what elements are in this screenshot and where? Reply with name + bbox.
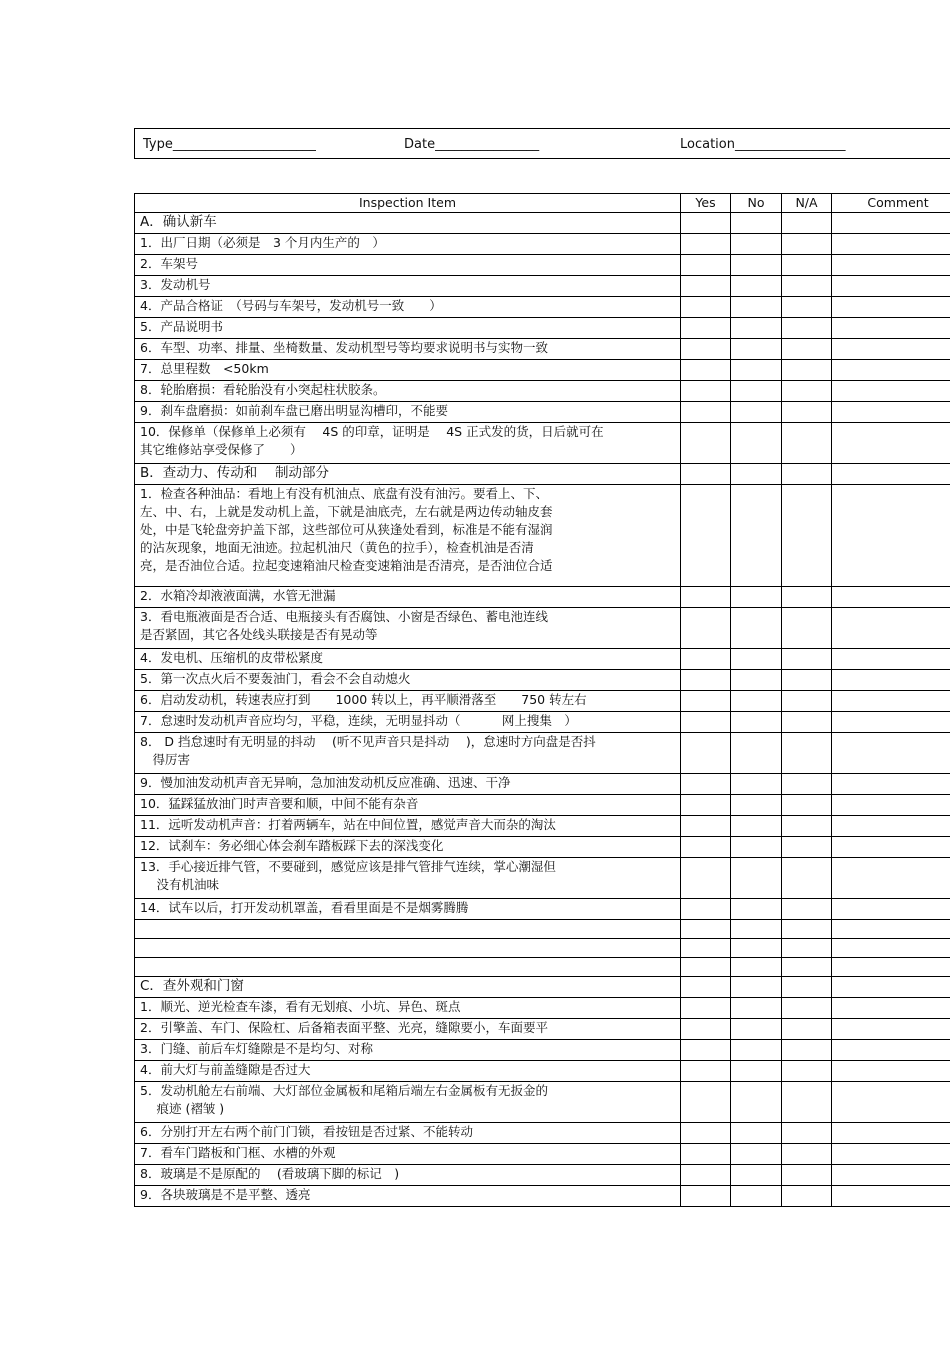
no-cell[interactable] xyxy=(731,958,782,977)
col-inspection-item: Inspection Item xyxy=(135,194,681,213)
no-cell[interactable] xyxy=(731,920,782,939)
yes-cell[interactable] xyxy=(681,649,731,670)
na-cell[interactable] xyxy=(782,795,832,816)
yes-cell[interactable] xyxy=(681,899,731,920)
na-cell[interactable] xyxy=(782,1165,832,1186)
na-cell[interactable] xyxy=(782,1186,832,1207)
comment-cell[interactable] xyxy=(832,691,950,712)
no-cell[interactable] xyxy=(731,858,782,899)
inspection-item-text: 4．前大灯与前盖缝隙是否过大 xyxy=(135,1061,681,1082)
section-heading: B．查动力、传动和 制动部分 xyxy=(135,464,681,485)
inspection-item-text: 10．猛踩猛放油门时声音要和顺，中间不能有杂音 xyxy=(135,795,681,816)
comment-cell[interactable] xyxy=(832,1082,950,1123)
table-row xyxy=(135,255,950,276)
yes-cell[interactable] xyxy=(681,795,731,816)
inspection-item-text: 5．产品说明书 xyxy=(135,318,681,339)
yes-cell[interactable] xyxy=(681,255,731,276)
comment-cell[interactable] xyxy=(832,339,950,360)
yes-cell[interactable] xyxy=(681,464,731,485)
no-cell[interactable] xyxy=(731,587,782,608)
comment-cell[interactable] xyxy=(832,977,950,998)
comment-cell[interactable] xyxy=(832,795,950,816)
table-row xyxy=(135,608,950,649)
comment-cell[interactable] xyxy=(832,649,950,670)
comment-cell[interactable] xyxy=(832,1040,950,1061)
comment-cell[interactable] xyxy=(832,423,950,464)
no-cell[interactable] xyxy=(731,276,782,297)
type-field-label: Type______________________ xyxy=(143,137,316,152)
inspection-item-text: 3．发动机号 xyxy=(135,276,681,297)
yes-cell[interactable] xyxy=(681,381,731,402)
yes-cell[interactable] xyxy=(681,1082,731,1123)
table-row xyxy=(135,733,950,774)
inspection-item-text: 9．各块玻璃是不是平整、透亮 xyxy=(135,1186,681,1207)
inspection-item-text: 6．分别打开左右两个前门门锁，看按钮是否过紧、不能转动 xyxy=(135,1123,681,1144)
comment-cell[interactable] xyxy=(832,485,950,587)
comment-cell[interactable] xyxy=(832,402,950,423)
yes-cell[interactable] xyxy=(681,998,731,1019)
no-cell[interactable] xyxy=(731,1082,782,1123)
na-cell[interactable] xyxy=(782,670,832,691)
yes-cell[interactable] xyxy=(681,276,731,297)
no-cell[interactable] xyxy=(731,360,782,381)
table-row xyxy=(135,795,950,816)
no-cell[interactable] xyxy=(731,608,782,649)
inspection-item-text: 1．出厂日期（必须是 3 个月内生产的 ） xyxy=(135,234,681,255)
no-cell[interactable] xyxy=(731,213,782,234)
table-row xyxy=(135,1186,950,1207)
yes-cell[interactable] xyxy=(681,587,731,608)
yes-cell[interactable] xyxy=(681,1040,731,1061)
table-row xyxy=(135,276,950,297)
yes-cell[interactable] xyxy=(681,837,731,858)
inspection-item-text: 7．怠速时发动机声音应均匀，平稳，连续，无明显抖动（ 网上搜集 ） xyxy=(135,712,681,733)
table-row xyxy=(135,1019,950,1040)
inspection-item-text: 5．第一次点火后不要轰油门，看会不会自动熄火 xyxy=(135,670,681,691)
no-cell[interactable] xyxy=(731,464,782,485)
no-cell[interactable] xyxy=(731,899,782,920)
table-row xyxy=(135,899,950,920)
na-cell[interactable] xyxy=(782,977,832,998)
table-row xyxy=(135,920,950,939)
inspection-item-text: 9．慢加油发动机声音无异响，急加油发动机反应准确、迅速、干净 xyxy=(135,774,681,795)
no-cell[interactable] xyxy=(731,939,782,958)
yes-cell[interactable] xyxy=(681,339,731,360)
table-row xyxy=(135,774,950,795)
inspection-item-text: 14．试车以后，打开发动机罩盖，看看里面是不是烟雾腾腾 xyxy=(135,899,681,920)
no-cell[interactable] xyxy=(731,837,782,858)
yes-cell[interactable] xyxy=(681,1123,731,1144)
comment-cell[interactable] xyxy=(832,587,950,608)
inspection-table xyxy=(134,193,950,1207)
no-cell[interactable] xyxy=(731,234,782,255)
table-row xyxy=(135,339,950,360)
table-row xyxy=(135,649,950,670)
na-cell[interactable] xyxy=(782,920,832,939)
na-cell[interactable] xyxy=(782,712,832,733)
no-cell[interactable] xyxy=(731,423,782,464)
na-cell[interactable] xyxy=(782,255,832,276)
comment-cell[interactable] xyxy=(832,381,950,402)
yes-cell[interactable] xyxy=(681,234,731,255)
no-cell[interactable] xyxy=(731,1144,782,1165)
comment-cell[interactable] xyxy=(832,297,950,318)
table-row xyxy=(135,1144,950,1165)
na-cell[interactable] xyxy=(782,608,832,649)
comment-cell[interactable] xyxy=(832,276,950,297)
inspection-item-text: 2．水箱冷却液液面满，水管无泄漏 xyxy=(135,587,681,608)
yes-cell[interactable] xyxy=(681,213,731,234)
table-row xyxy=(135,381,950,402)
na-cell[interactable] xyxy=(782,691,832,712)
header-box xyxy=(134,128,950,159)
table-row xyxy=(135,234,950,255)
na-cell[interactable] xyxy=(782,276,832,297)
date-field-label: Date________________ xyxy=(404,137,540,152)
location-field-label: Location_________________ xyxy=(680,137,846,152)
col-na: N/A xyxy=(782,194,832,213)
comment-cell[interactable] xyxy=(832,816,950,837)
table-row xyxy=(135,998,950,1019)
yes-cell[interactable] xyxy=(681,1186,731,1207)
comment-cell[interactable] xyxy=(832,608,950,649)
yes-cell[interactable] xyxy=(681,691,731,712)
na-cell[interactable] xyxy=(782,958,832,977)
inspection-item-text: 10．保修单（保修单上必须有 4S 的印章，证明是 4S 正式发的货，日后就可在 其它维修站享受保修了 ） xyxy=(135,423,681,464)
yes-cell[interactable] xyxy=(681,733,731,774)
table-row xyxy=(135,423,950,464)
inspection-item-text: 8． D 挡怠速时有无明显的抖动 (听不见声音只是抖动 )，怠速时方向盘是否抖 得厉害 xyxy=(135,733,681,774)
inspection-item-text: 9．刹车盘磨损：如前刹车盘已磨出明显沟槽印，不能要 xyxy=(135,402,681,423)
comment-cell[interactable] xyxy=(832,1123,950,1144)
comment-cell[interactable] xyxy=(832,958,950,977)
table-row xyxy=(135,485,950,587)
inspection-item-text: 1．检查各种油品：看地上有没有机油点、底盘有没有油污。要看上、下、 左、中、右，上就是发动机上盖，下就是油底壳，左右就是两边传动轴皮套 处，中是飞轮盘旁护盖下部，这些部位可从狭逢处看到，标准是不能有湿润 的沾灰现象，地面无油迹。拉起机油尺（黄色的拉手），检查机油是否清 亮，是否油位合适。拉起变速箱油尺检查变速箱油是否清亮，是否油位合适 xyxy=(135,485,681,587)
col-yes: Yes xyxy=(681,194,731,213)
comment-cell[interactable] xyxy=(832,213,950,234)
comment-cell[interactable] xyxy=(832,1019,950,1040)
comment-cell[interactable] xyxy=(832,670,950,691)
no-cell[interactable] xyxy=(731,402,782,423)
na-cell[interactable] xyxy=(782,837,832,858)
no-cell[interactable] xyxy=(731,1123,782,1144)
inspection-item-text: 5．发动机舱左右前端、大灯部位金属板和尾箱后端左右金属板有无扳金的 痕迹 (褶皱 ) xyxy=(135,1082,681,1123)
na-cell[interactable] xyxy=(782,234,832,255)
table-row xyxy=(135,360,950,381)
na-cell[interactable] xyxy=(782,1061,832,1082)
no-cell[interactable] xyxy=(731,1019,782,1040)
yes-cell[interactable] xyxy=(681,712,731,733)
yes-cell[interactable] xyxy=(681,402,731,423)
no-cell[interactable] xyxy=(731,733,782,774)
na-cell[interactable] xyxy=(782,318,832,339)
no-cell[interactable] xyxy=(731,1186,782,1207)
inspection-item-text: 2．引擎盖、车门、保险杠、后备箱表面平整、光亮，缝隙要小，车面要平 xyxy=(135,1019,681,1040)
inspection-item-text: 8．轮胎磨损：看轮胎没有小突起柱状胶条。 xyxy=(135,381,681,402)
na-cell[interactable] xyxy=(782,339,832,360)
table-row xyxy=(135,1123,950,1144)
comment-cell[interactable] xyxy=(832,1165,950,1186)
comment-cell[interactable] xyxy=(832,318,950,339)
no-cell[interactable] xyxy=(731,816,782,837)
yes-cell[interactable] xyxy=(681,297,731,318)
yes-cell[interactable] xyxy=(681,360,731,381)
comment-cell[interactable] xyxy=(832,774,950,795)
na-cell[interactable] xyxy=(782,899,832,920)
comment-cell[interactable] xyxy=(832,255,950,276)
table-row xyxy=(135,1061,950,1082)
yes-cell[interactable] xyxy=(681,858,731,899)
inspection-item-text: 11．远听发动机声音：打着两辆车，站在中间位置，感觉声音大而杂的淘汰 xyxy=(135,816,681,837)
inspection-item-text: 2．车架号 xyxy=(135,255,681,276)
inspection-item-text: 6．车型、功率、排量、坐椅数量、发动机型号等均要求说明书与实物一致 xyxy=(135,339,681,360)
yes-cell[interactable] xyxy=(681,608,731,649)
table-row xyxy=(135,402,950,423)
section-heading: C．查外观和门窗 xyxy=(135,977,681,998)
table-row xyxy=(135,587,950,608)
comment-cell[interactable] xyxy=(832,858,950,899)
comment-cell[interactable] xyxy=(832,998,950,1019)
yes-cell[interactable] xyxy=(681,939,731,958)
no-cell[interactable] xyxy=(731,670,782,691)
comment-cell[interactable] xyxy=(832,1186,950,1207)
yes-cell[interactable] xyxy=(681,485,731,587)
no-cell[interactable] xyxy=(731,795,782,816)
section-heading: A．确认新车 xyxy=(135,213,681,234)
table-row xyxy=(135,837,950,858)
yes-cell[interactable] xyxy=(681,1061,731,1082)
yes-cell[interactable] xyxy=(681,670,731,691)
inspection-item-text: 4．发电机、压缩机的皮带松紧度 xyxy=(135,649,681,670)
na-cell[interactable] xyxy=(782,485,832,587)
yes-cell[interactable] xyxy=(681,920,731,939)
na-cell[interactable] xyxy=(782,858,832,899)
na-cell[interactable] xyxy=(782,213,832,234)
no-cell[interactable] xyxy=(731,649,782,670)
na-cell[interactable] xyxy=(782,939,832,958)
comment-cell[interactable] xyxy=(832,939,950,958)
na-cell[interactable] xyxy=(782,1144,832,1165)
na-cell[interactable] xyxy=(782,1040,832,1061)
comment-cell[interactable] xyxy=(832,1144,950,1165)
inspection-item-text: 3．看电瓶液面是否合适、电瓶接头有否腐蚀、小窗是否绿色、蓄电池连线 是否紧固，其它各处线头联接是否有晃动等 xyxy=(135,608,681,649)
comment-cell[interactable] xyxy=(832,464,950,485)
na-cell[interactable] xyxy=(782,464,832,485)
inspection-item-text xyxy=(135,958,681,977)
inspection-item-text: 8．玻璃是不是原配的 (看玻璃下脚的标记 ) xyxy=(135,1165,681,1186)
inspection-item-text: 4．产品合格证 （号码与车架号，发动机号一致 ） xyxy=(135,297,681,318)
na-cell[interactable] xyxy=(782,381,832,402)
no-cell[interactable] xyxy=(731,297,782,318)
table-row xyxy=(135,691,950,712)
section-row xyxy=(135,213,950,234)
yes-cell[interactable] xyxy=(681,774,731,795)
inspection-item-text xyxy=(135,920,681,939)
comment-cell[interactable] xyxy=(832,234,950,255)
yes-cell[interactable] xyxy=(681,318,731,339)
table-row xyxy=(135,1165,950,1186)
table-body xyxy=(135,213,950,1207)
na-cell[interactable] xyxy=(782,733,832,774)
table-row xyxy=(135,1040,950,1061)
no-cell[interactable] xyxy=(731,712,782,733)
table-row xyxy=(135,318,950,339)
table-header-row xyxy=(135,194,950,213)
na-cell[interactable] xyxy=(782,1082,832,1123)
yes-cell[interactable] xyxy=(681,1165,731,1186)
table-row xyxy=(135,1082,950,1123)
na-cell[interactable] xyxy=(782,816,832,837)
yes-cell[interactable] xyxy=(681,958,731,977)
col-no: No xyxy=(731,194,782,213)
comment-cell[interactable] xyxy=(832,360,950,381)
col-comment: Comment xyxy=(832,194,950,213)
no-cell[interactable] xyxy=(731,255,782,276)
yes-cell[interactable] xyxy=(681,816,731,837)
inspection-item-text: 1．顺光、逆光检查车漆，看有无划痕、小坑、异色、斑点 xyxy=(135,998,681,1019)
no-cell[interactable] xyxy=(731,485,782,587)
yes-cell[interactable] xyxy=(681,423,731,464)
no-cell[interactable] xyxy=(731,1040,782,1061)
table-row xyxy=(135,858,950,899)
section-row xyxy=(135,977,950,998)
no-cell[interactable] xyxy=(731,998,782,1019)
na-cell[interactable] xyxy=(782,774,832,795)
no-cell[interactable] xyxy=(731,318,782,339)
na-cell[interactable] xyxy=(782,998,832,1019)
na-cell[interactable] xyxy=(782,402,832,423)
comment-cell[interactable] xyxy=(832,1061,950,1082)
na-cell[interactable] xyxy=(782,360,832,381)
table-row xyxy=(135,958,950,977)
inspection-item-text: 12．试刹车：务必细心体会刹车踏板踩下去的深浅变化 xyxy=(135,837,681,858)
table-row xyxy=(135,670,950,691)
na-cell[interactable] xyxy=(782,649,832,670)
na-cell[interactable] xyxy=(782,297,832,318)
na-cell[interactable] xyxy=(782,587,832,608)
no-cell[interactable] xyxy=(731,691,782,712)
na-cell[interactable] xyxy=(782,1123,832,1144)
yes-cell[interactable] xyxy=(681,1144,731,1165)
inspection-item-text: 6．启动发动机，转速表应打到 1000 转以上，再平顺滑落至 750 转左右 xyxy=(135,691,681,712)
no-cell[interactable] xyxy=(731,1061,782,1082)
comment-cell[interactable] xyxy=(832,712,950,733)
no-cell[interactable] xyxy=(731,381,782,402)
no-cell[interactable] xyxy=(731,977,782,998)
comment-cell[interactable] xyxy=(832,920,950,939)
table-row xyxy=(135,297,950,318)
yes-cell[interactable] xyxy=(681,977,731,998)
table-row xyxy=(135,816,950,837)
inspection-item-text xyxy=(135,939,681,958)
no-cell[interactable] xyxy=(731,339,782,360)
table-row xyxy=(135,939,950,958)
yes-cell[interactable] xyxy=(681,1019,731,1040)
section-row xyxy=(135,464,950,485)
na-cell[interactable] xyxy=(782,1019,832,1040)
no-cell[interactable] xyxy=(731,774,782,795)
inspection-item-text: 13．手心接近排气管，不要碰到，感觉应该是排气管排气连续，掌心潮湿但 没有机油味 xyxy=(135,858,681,899)
comment-cell[interactable] xyxy=(832,899,950,920)
no-cell[interactable] xyxy=(731,1165,782,1186)
table-row xyxy=(135,712,950,733)
inspection-item-text: 7．总里程数 <50km xyxy=(135,360,681,381)
na-cell[interactable] xyxy=(782,423,832,464)
comment-cell[interactable] xyxy=(832,837,950,858)
inspection-item-text: 3．门缝、前后车灯缝隙是不是均匀、对称 xyxy=(135,1040,681,1061)
comment-cell[interactable] xyxy=(832,733,950,774)
inspection-item-text: 7．看车门踏板和门框、水槽的外观 xyxy=(135,1144,681,1165)
